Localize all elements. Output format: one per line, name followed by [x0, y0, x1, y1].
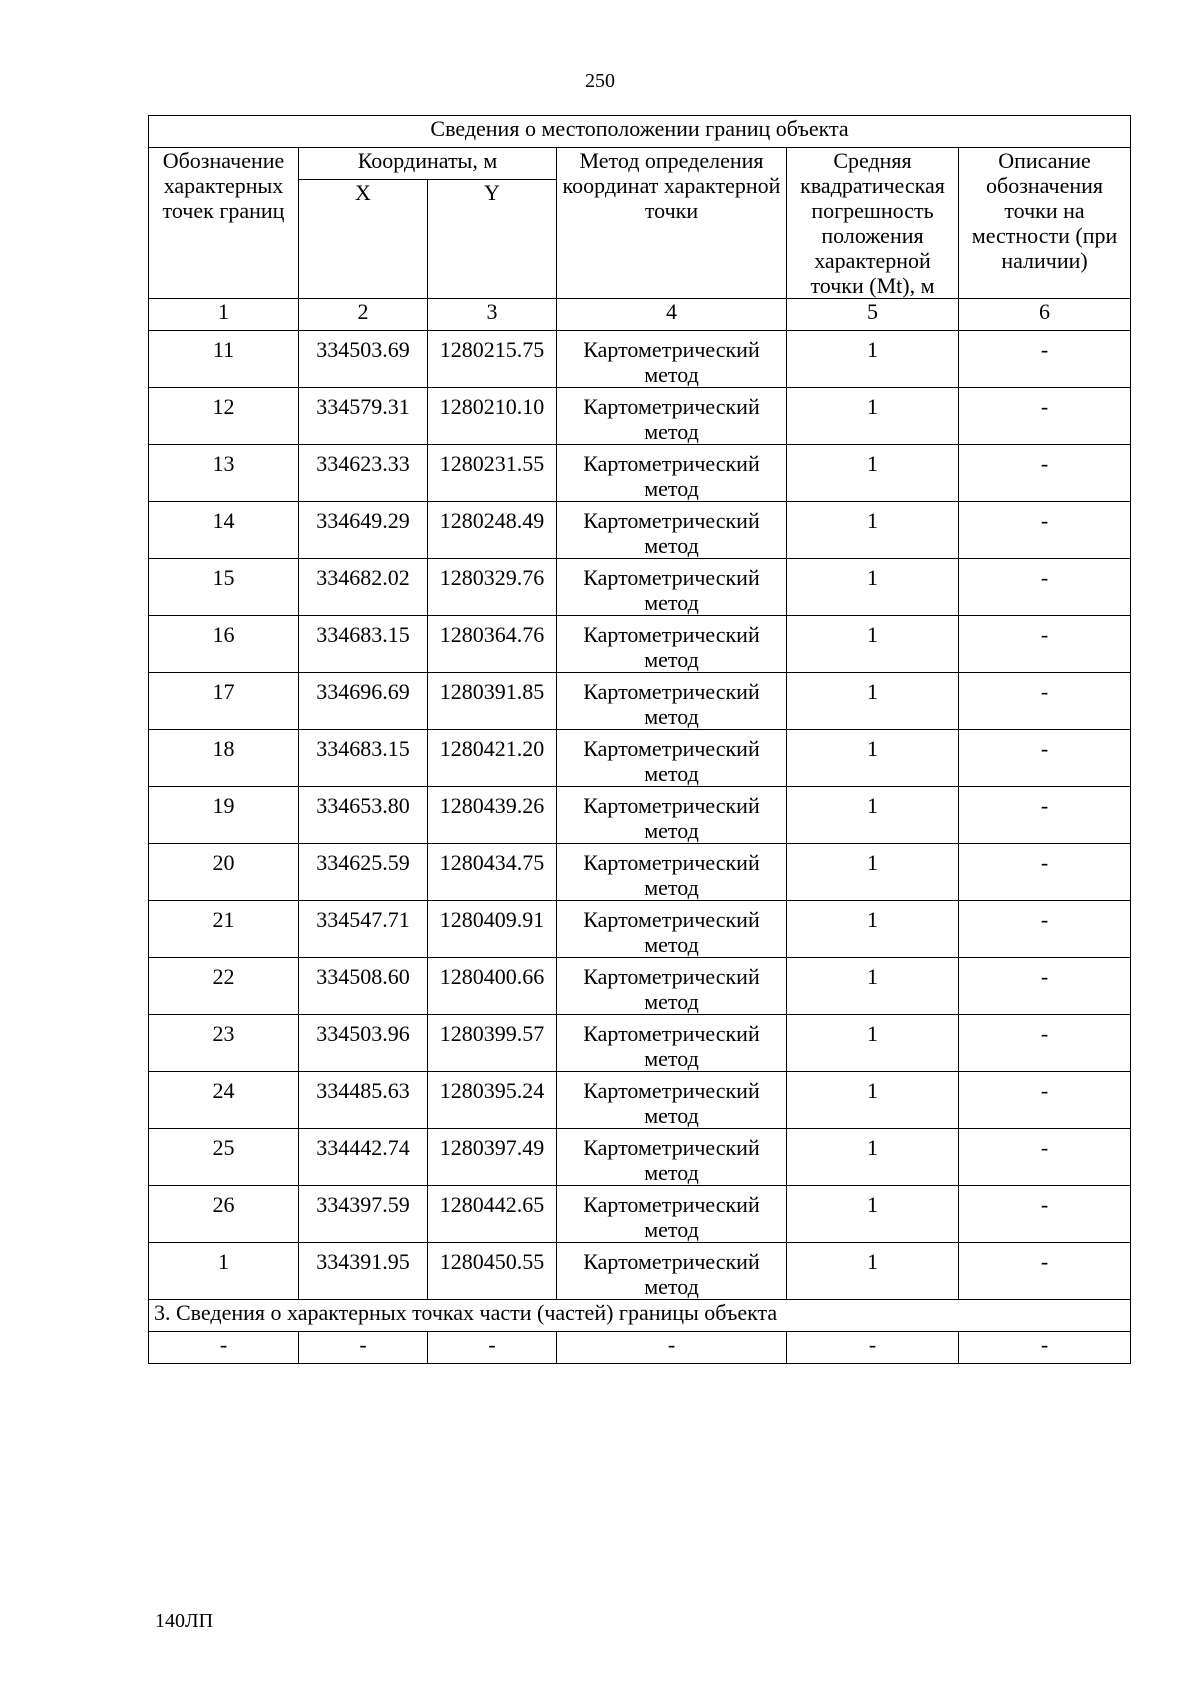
- cell-desc: -: [959, 730, 1131, 787]
- cell-desc: -: [959, 1186, 1131, 1243]
- cell-method: Картометрический метод: [557, 901, 787, 958]
- cell-error: 1: [787, 958, 959, 1015]
- cell-point: 21: [149, 901, 299, 958]
- header-row: [149, 148, 1131, 180]
- cell-x: 334579.31: [299, 388, 428, 445]
- cell-point: 17: [149, 673, 299, 730]
- cell-method: Картометрический метод: [557, 559, 787, 616]
- header-x: X: [299, 180, 428, 299]
- column-numbers-row: [149, 299, 1131, 331]
- cell-y: 1280421.20: [428, 730, 557, 787]
- cell-error: 1: [787, 388, 959, 445]
- table-row: [149, 445, 1131, 502]
- cell-error: 1: [787, 502, 959, 559]
- cell-method: Картометрический метод: [557, 445, 787, 502]
- cell-method: Картометрический метод: [557, 1072, 787, 1129]
- cell-point: 14: [149, 502, 299, 559]
- cell-method: Картометрический метод: [557, 1186, 787, 1243]
- cell-error: 1: [787, 559, 959, 616]
- table-title: Сведения о местоположении границ объекта: [149, 116, 1131, 148]
- cell-point: 11: [149, 331, 299, 388]
- cell-method: Картометрический метод: [557, 616, 787, 673]
- cell-x: 334397.59: [299, 1186, 428, 1243]
- cell-error: 1: [787, 673, 959, 730]
- table-row: [149, 331, 1131, 388]
- cell-error: 1: [787, 1072, 959, 1129]
- cell-error: 1: [787, 1243, 959, 1300]
- cell-x: 334485.63: [299, 1072, 428, 1129]
- cell-x: 334508.60: [299, 958, 428, 1015]
- table-row: [149, 388, 1131, 445]
- cell-y: 1280442.65: [428, 1186, 557, 1243]
- cell-error: 1: [787, 331, 959, 388]
- cell-method: Картометрический метод: [557, 673, 787, 730]
- cell-desc: -: [959, 1072, 1131, 1129]
- section3-row: [149, 1332, 1131, 1364]
- cell-point: 24: [149, 1072, 299, 1129]
- cell-y: 1280400.66: [428, 958, 557, 1015]
- cell-method: Картометрический метод: [557, 730, 787, 787]
- cell-desc: -: [959, 559, 1131, 616]
- cell-desc: -: [959, 787, 1131, 844]
- cell-y: 1280409.91: [428, 901, 557, 958]
- section3-cell: -: [149, 1332, 299, 1364]
- header-point: Обозначение характерных точек границ: [149, 148, 299, 299]
- cell-desc: -: [959, 331, 1131, 388]
- page-number: 250: [585, 70, 615, 92]
- cell-y: 1280391.85: [428, 673, 557, 730]
- cell-x: 334503.69: [299, 331, 428, 388]
- table-row: [149, 616, 1131, 673]
- section3-cell: -: [959, 1332, 1131, 1364]
- cell-desc: -: [959, 388, 1131, 445]
- table-row: [149, 1129, 1131, 1186]
- section3-cell: -: [299, 1332, 428, 1364]
- cell-x: 334649.29: [299, 502, 428, 559]
- cell-x: 334683.15: [299, 616, 428, 673]
- cell-method: Картометрический метод: [557, 1015, 787, 1072]
- cell-desc: -: [959, 616, 1131, 673]
- cell-error: 1: [787, 844, 959, 901]
- cell-x: 334391.95: [299, 1243, 428, 1300]
- table-row: [149, 730, 1131, 787]
- table-row: [149, 787, 1131, 844]
- table-row: [149, 1072, 1131, 1129]
- cell-method: Картометрический метод: [557, 331, 787, 388]
- cell-point: 26: [149, 1186, 299, 1243]
- table-row: [149, 1015, 1131, 1072]
- cell-point: 25: [149, 1129, 299, 1186]
- cell-desc: -: [959, 1015, 1131, 1072]
- column-number: 4: [557, 299, 787, 331]
- table-row: [149, 673, 1131, 730]
- cell-x: 334547.71: [299, 901, 428, 958]
- table-row: [149, 559, 1131, 616]
- cell-y: 1280248.49: [428, 502, 557, 559]
- cell-method: Картометрический метод: [557, 1243, 787, 1300]
- cell-y: 1280399.57: [428, 1015, 557, 1072]
- cell-point: 18: [149, 730, 299, 787]
- cell-error: 1: [787, 787, 959, 844]
- table-row: [149, 901, 1131, 958]
- cell-y: 1280210.10: [428, 388, 557, 445]
- section3-cell: -: [557, 1332, 787, 1364]
- cell-desc: -: [959, 1243, 1131, 1300]
- cell-y: 1280215.75: [428, 331, 557, 388]
- table-title-row: [149, 116, 1131, 148]
- table-row: [149, 502, 1131, 559]
- cell-y: 1280329.76: [428, 559, 557, 616]
- cell-x: 334653.80: [299, 787, 428, 844]
- cell-error: 1: [787, 1129, 959, 1186]
- header-description: Описание обозначения точки на местности (при наличии): [959, 148, 1131, 299]
- cell-point: 12: [149, 388, 299, 445]
- cell-desc: -: [959, 958, 1131, 1015]
- column-number: 3: [428, 299, 557, 331]
- table-row: [149, 958, 1131, 1015]
- cell-error: 1: [787, 901, 959, 958]
- cell-point: 13: [149, 445, 299, 502]
- cell-desc: -: [959, 901, 1131, 958]
- column-number: 5: [787, 299, 959, 331]
- cell-x: 334683.15: [299, 730, 428, 787]
- cell-y: 1280397.49: [428, 1129, 557, 1186]
- section3-cell: -: [428, 1332, 557, 1364]
- cell-desc: -: [959, 1129, 1131, 1186]
- column-number: 1: [149, 299, 299, 331]
- section3-cell: -: [787, 1332, 959, 1364]
- section3-title: 3. Сведения о характерных точках части (частей) границы объекта: [149, 1300, 1131, 1332]
- cell-point: 22: [149, 958, 299, 1015]
- section3-title-row: [149, 1300, 1131, 1332]
- cell-desc: -: [959, 445, 1131, 502]
- cell-point: 16: [149, 616, 299, 673]
- footer-code: 140ЛП: [155, 1610, 214, 1632]
- cell-x: 334623.33: [299, 445, 428, 502]
- cell-y: 1280434.75: [428, 844, 557, 901]
- cell-x: 334696.69: [299, 673, 428, 730]
- table-row: [149, 1243, 1131, 1300]
- cell-x: 334682.02: [299, 559, 428, 616]
- header-coordinates: Координаты, м: [299, 148, 557, 180]
- header-error: Средняя квадратическая погрешность положения характерной точки (Mt), м: [787, 148, 959, 299]
- cell-x: 334625.59: [299, 844, 428, 901]
- table-row: [149, 1186, 1131, 1243]
- table-row: [149, 844, 1131, 901]
- cell-method: Картометрический метод: [557, 787, 787, 844]
- cell-x: 334503.96: [299, 1015, 428, 1072]
- cell-y: 1280439.26: [428, 787, 557, 844]
- cell-y: 1280231.55: [428, 445, 557, 502]
- cell-method: Картометрический метод: [557, 388, 787, 445]
- cell-error: 1: [787, 445, 959, 502]
- column-number: 6: [959, 299, 1131, 331]
- cell-method: Картометрический метод: [557, 1129, 787, 1186]
- cell-error: 1: [787, 1015, 959, 1072]
- cell-y: 1280364.76: [428, 616, 557, 673]
- cell-error: 1: [787, 616, 959, 673]
- cell-method: Картометрический метод: [557, 958, 787, 1015]
- cell-x: 334442.74: [299, 1129, 428, 1186]
- cell-point: 15: [149, 559, 299, 616]
- cell-point: 1: [149, 1243, 299, 1300]
- cell-point: 23: [149, 1015, 299, 1072]
- cell-method: Картометрический метод: [557, 844, 787, 901]
- cell-error: 1: [787, 1186, 959, 1243]
- cell-y: 1280450.55: [428, 1243, 557, 1300]
- header-method: Метод определения координат характерной точки: [557, 148, 787, 299]
- cell-error: 1: [787, 730, 959, 787]
- cell-point: 19: [149, 787, 299, 844]
- column-number: 2: [299, 299, 428, 331]
- cell-desc: -: [959, 673, 1131, 730]
- cell-desc: -: [959, 502, 1131, 559]
- cell-y: 1280395.24: [428, 1072, 557, 1129]
- cell-method: Картометрический метод: [557, 502, 787, 559]
- cell-desc: -: [959, 844, 1131, 901]
- cell-point: 20: [149, 844, 299, 901]
- header-y: Y: [428, 180, 557, 299]
- boundary-coordinates-table: [148, 115, 1131, 1364]
